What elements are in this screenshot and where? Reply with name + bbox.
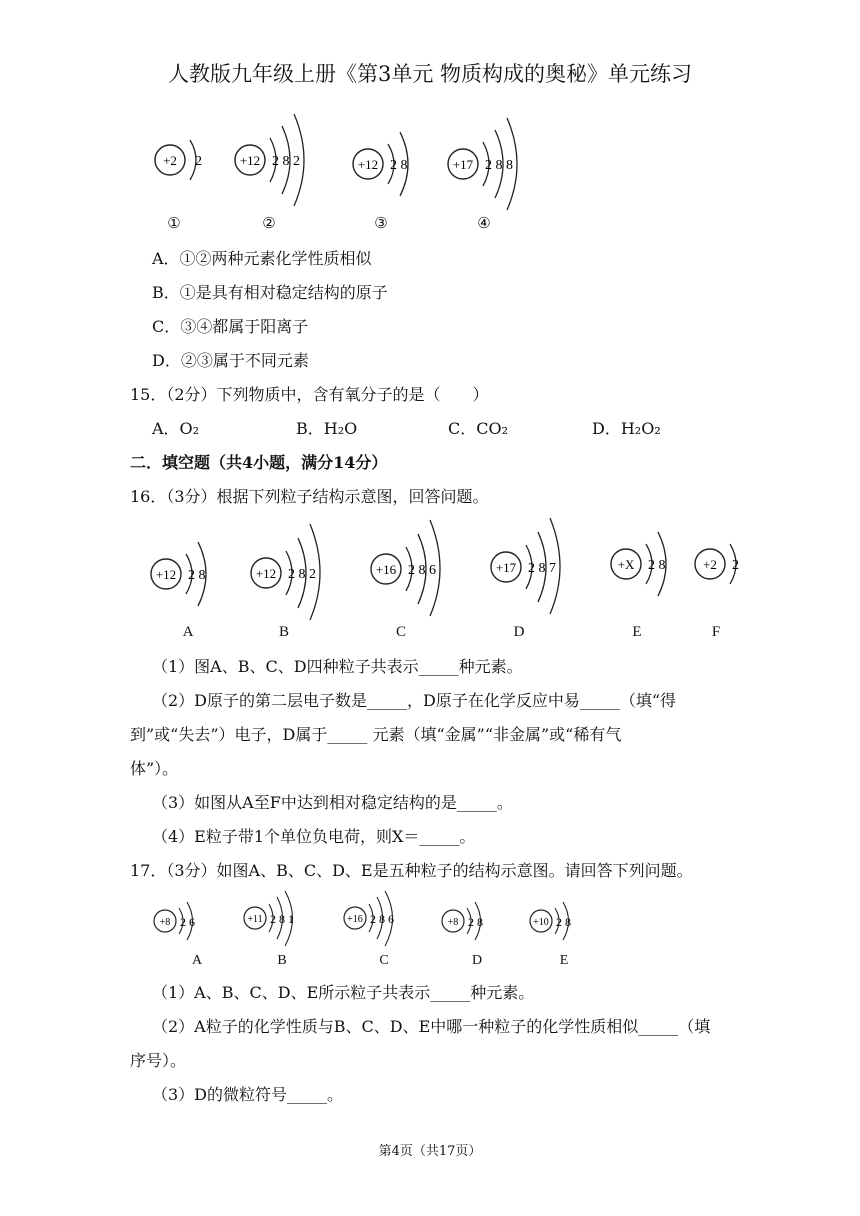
nucleus-charge: +17: [452, 157, 474, 172]
particle-diagram-d: [438, 896, 498, 951]
q16-line-2: （2）D原子的第二层电子数是_____，D原子在化学反应中易_____（填“得: [152, 691, 677, 710]
atom-diagram-4: [443, 112, 538, 212]
q15-option-b: B．H₂O: [296, 419, 358, 438]
nucleus-charge: +16: [375, 562, 397, 577]
nucleus-charge: +11: [247, 914, 263, 925]
q15-option-c: C．CO₂: [448, 419, 509, 438]
particle-diagram-e: [526, 896, 586, 951]
q15-option-d: D．H₂O₂: [592, 419, 661, 438]
diagram-label: B: [278, 624, 289, 640]
q14-option-d: D．②③属于不同元素: [152, 351, 309, 370]
atom-diagram-1: [148, 118, 208, 208]
diagram-label: C: [379, 953, 389, 968]
shell-electrons: 2 8 8: [485, 158, 513, 173]
q17-stem: 17．（3分）如图A、B、C、D、E是五种粒子的结构示意图。请回答下列问题。: [130, 861, 693, 880]
page-title: 人教版九年级上册《第3单元 物质构成的奥秘》单元练习: [167, 62, 693, 86]
particle-diagram-b: [240, 890, 315, 950]
shell-electrons: 2 8 6: [370, 912, 394, 926]
particle-diagram-c: [366, 514, 466, 619]
diagram-label: A: [191, 953, 203, 968]
nucleus-charge: +12: [155, 567, 177, 582]
nucleus-charge: +12: [239, 153, 261, 168]
q16-line-1: （1）图A、B、C、D四种粒子共表示_____种元素。: [152, 657, 523, 676]
nucleus-charge: +12: [357, 157, 379, 172]
shell-electrons: 2 8: [648, 558, 666, 573]
atom-diagram-3: [348, 116, 423, 211]
particle-diagram-a: [150, 896, 210, 951]
shell-electrons: 2: [732, 558, 739, 573]
nucleus-charge: +10: [533, 917, 549, 928]
diagram-label: ④: [477, 216, 491, 232]
q15-stem: 15．（2分）下列物质中，含有氧分子的是（ ）: [130, 385, 489, 404]
diagram-label: ①: [167, 216, 181, 232]
q14-option-b: B．①是具有相对稳定结构的原子: [152, 283, 388, 302]
section-heading: 二．填空题（共4小题，满分14分）: [130, 453, 388, 472]
diagram-label: ③: [374, 216, 388, 232]
q16-line-3: 到”或“失去”）电子，D属于_____ 元素（填“金属”“非金属”或“稀有气: [130, 725, 622, 744]
nucleus-charge: +16: [347, 914, 363, 925]
shell-electrons: 2 8 6: [408, 563, 436, 578]
nucleus-charge: +17: [495, 560, 517, 575]
nucleus-charge: +2: [703, 557, 717, 572]
particle-diagram-c: [340, 890, 415, 950]
diagram-label: E: [632, 624, 642, 640]
q16-line-6: （4）E粒子带1个单位负电荷，则X＝_____。: [152, 827, 476, 846]
diagram-label: A: [182, 624, 194, 640]
shell-electrons: 2 8 1: [270, 912, 294, 926]
nucleus-charge: +2: [163, 153, 177, 168]
particle-diagram-b: [246, 518, 346, 623]
diagram-label: B: [277, 953, 287, 968]
nucleus-charge: +8: [447, 917, 459, 928]
shell-electrons: 2 8 2: [272, 154, 300, 169]
shell-electrons: 2 8: [556, 915, 571, 929]
q16-stem: 16．（3分）根据下列粒子结构示意图，回答问题。: [130, 487, 489, 506]
particle-diagram-e: [606, 528, 686, 608]
shell-electrons: 2: [195, 154, 202, 169]
q16-line-4: 体”）。: [130, 759, 179, 778]
shell-electrons: 2 8 2: [288, 567, 316, 582]
particle-diagram-f: [690, 530, 750, 600]
q15-option-a: A．O₂: [152, 419, 200, 438]
page-number: 第4页（共17页）: [378, 1144, 482, 1159]
diagram-label: F: [711, 624, 721, 640]
shell-electrons: 2 6: [180, 915, 195, 929]
diagram-label: D: [513, 624, 525, 640]
shell-electrons: 2 8 7: [528, 561, 556, 576]
atom-diagram-2: [230, 110, 325, 210]
nucleus-charge: +X: [617, 557, 635, 572]
nucleus-charge: +8: [159, 917, 171, 928]
shell-electrons: 2 8: [188, 568, 206, 583]
particle-diagram-d: [486, 512, 586, 617]
q17-line-4: （3）D的微粒符号_____。: [152, 1085, 344, 1104]
q17-line-1: （1）A、B、C、D、E所示粒子共表示_____种元素。: [152, 983, 535, 1002]
diagram-label: E: [559, 953, 569, 968]
q14-option-a: A．①②两种元素化学性质相似: [152, 249, 372, 268]
q16-line-5: （3）如图从A至F中达到相对稳定结构的是_____。: [152, 793, 513, 812]
shell-electrons: 2 8: [390, 158, 408, 173]
q17-line-3: 序号）。: [130, 1051, 187, 1070]
diagram-label: ②: [262, 216, 276, 232]
particle-diagram-a: [146, 536, 226, 616]
diagram-label: D: [471, 953, 483, 968]
q17-line-2: （2）A粒子的化学性质与B、C、D、E中哪一种粒子的化学性质相似_____（填: [152, 1017, 711, 1036]
nucleus-charge: +12: [255, 566, 277, 581]
diagram-label: C: [395, 624, 406, 640]
shell-electrons: 2 8: [468, 915, 483, 929]
q14-option-c: C．③④都属于阳离子: [152, 317, 309, 336]
